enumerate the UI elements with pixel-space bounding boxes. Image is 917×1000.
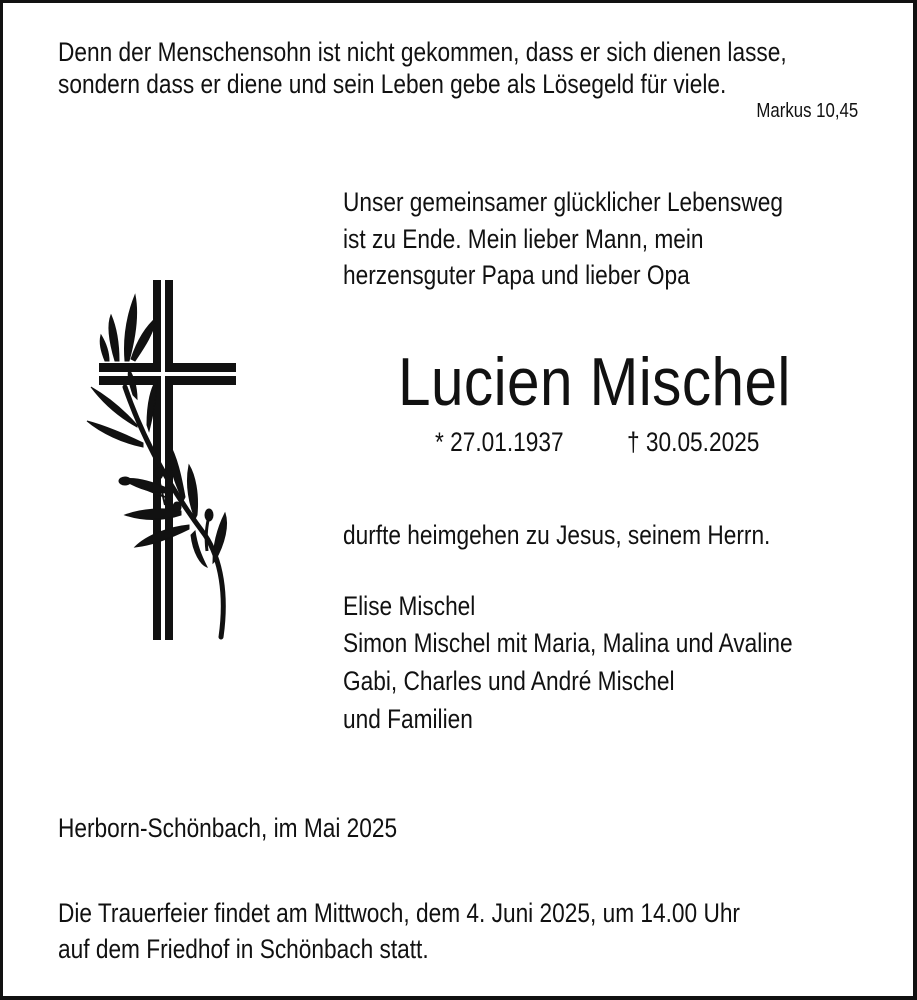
place-date: Herborn-Schönbach, im Mai 2025 — [58, 813, 398, 843]
intro-line-1: Unser gemeinsamer glücklicher Lebensweg — [343, 187, 783, 217]
mourner-line: Simon Mischel mit Maria, Malina und Avaline — [343, 628, 793, 658]
statement-text: durfte heimgehen zu Jesus, seinem Herrn. — [343, 520, 771, 550]
intro-line-2: ist zu Ende. Mein lieber Mann, mein — [343, 224, 704, 254]
mourner-line: Elise Mischel — [343, 591, 476, 621]
birth-date: * 27.01.1937 — [435, 427, 564, 457]
death-date: † 30.05.2025 — [627, 427, 760, 457]
verse-reference: Markus 10,45 — [756, 100, 858, 122]
verse-line-2: sondern dass er diene und sein Leben gebe als Lösegeld für viele. — [58, 69, 727, 99]
mourner-line: Gabi, Charles und André Mischel — [343, 666, 675, 696]
intro-line-3: herzensguter Papa und lieber Opa — [343, 260, 690, 290]
funeral-line-2: auf dem Friedhof in Schönbach statt. — [58, 934, 429, 964]
deceased-name: Lucien Mischel — [398, 344, 791, 420]
cross-with-olive-branch-icon — [85, 275, 245, 645]
funeral-line-1: Die Trauerfeier findet am Mittwoch, dem 4. Juni 2025, um 14.00 Uhr — [58, 898, 740, 928]
verse-line-1: Denn der Menschensohn ist nicht gekommen, dass er sich dienen lasse, — [58, 37, 787, 67]
mourner-line: und Familien — [343, 704, 473, 734]
